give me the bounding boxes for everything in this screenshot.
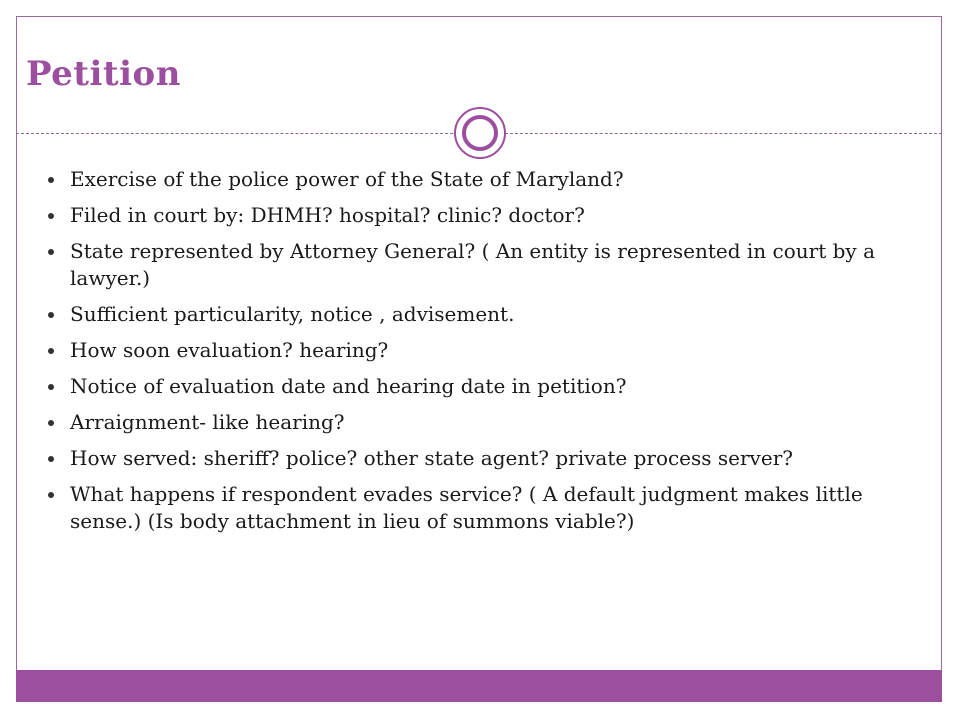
bullet-dot-icon	[48, 249, 54, 255]
bullet-list	[48, 166, 904, 544]
bullet-dot-icon	[48, 177, 54, 183]
bullet-text: Arraignment- like hearing?	[70, 410, 345, 434]
bullet-dot-icon	[48, 492, 54, 498]
bullet-dot-icon	[48, 213, 54, 219]
bullet-text: Filed in court by: DHMH? hospital? clinic? doctor?	[70, 203, 585, 227]
bullet-text: How served: sheriff? police? other state agent? private process server?	[70, 446, 793, 470]
bullet-item	[48, 481, 904, 535]
bullet-item	[48, 166, 904, 193]
bullet-text: Notice of evaluation date and hearing date in petition?	[70, 374, 627, 398]
bullet-item	[48, 238, 904, 292]
bullet-item	[48, 337, 904, 364]
bullet-item	[48, 202, 904, 229]
bullet-text: State represented by Attorney General? ( An entity is represented in court by a lawyer.)	[70, 239, 875, 290]
bullet-dot-icon	[48, 420, 54, 426]
bullet-dot-icon	[48, 456, 54, 462]
bullet-text: What happens if respondent evades service? ( A default judgment makes little sense.) (Is body attachment in lieu of summons viable?)	[70, 482, 863, 533]
slide-title: Petition	[26, 54, 181, 94]
bullet-item	[48, 409, 904, 436]
bullet-item	[48, 445, 904, 472]
circle-ornament-inner	[462, 115, 498, 151]
bullet-item	[48, 373, 904, 400]
circle-ornament-icon	[454, 107, 506, 159]
bullet-text: How soon evaluation? hearing?	[70, 338, 389, 362]
footer-bar	[16, 670, 942, 702]
bullet-item	[48, 301, 904, 328]
bullet-text: Exercise of the police power of the State of Maryland?	[70, 167, 624, 191]
bullet-dot-icon	[48, 312, 54, 318]
bullet-dot-icon	[48, 348, 54, 354]
bullet-dot-icon	[48, 384, 54, 390]
bullet-text: Sufficient particularity, notice , advisement.	[70, 302, 515, 326]
